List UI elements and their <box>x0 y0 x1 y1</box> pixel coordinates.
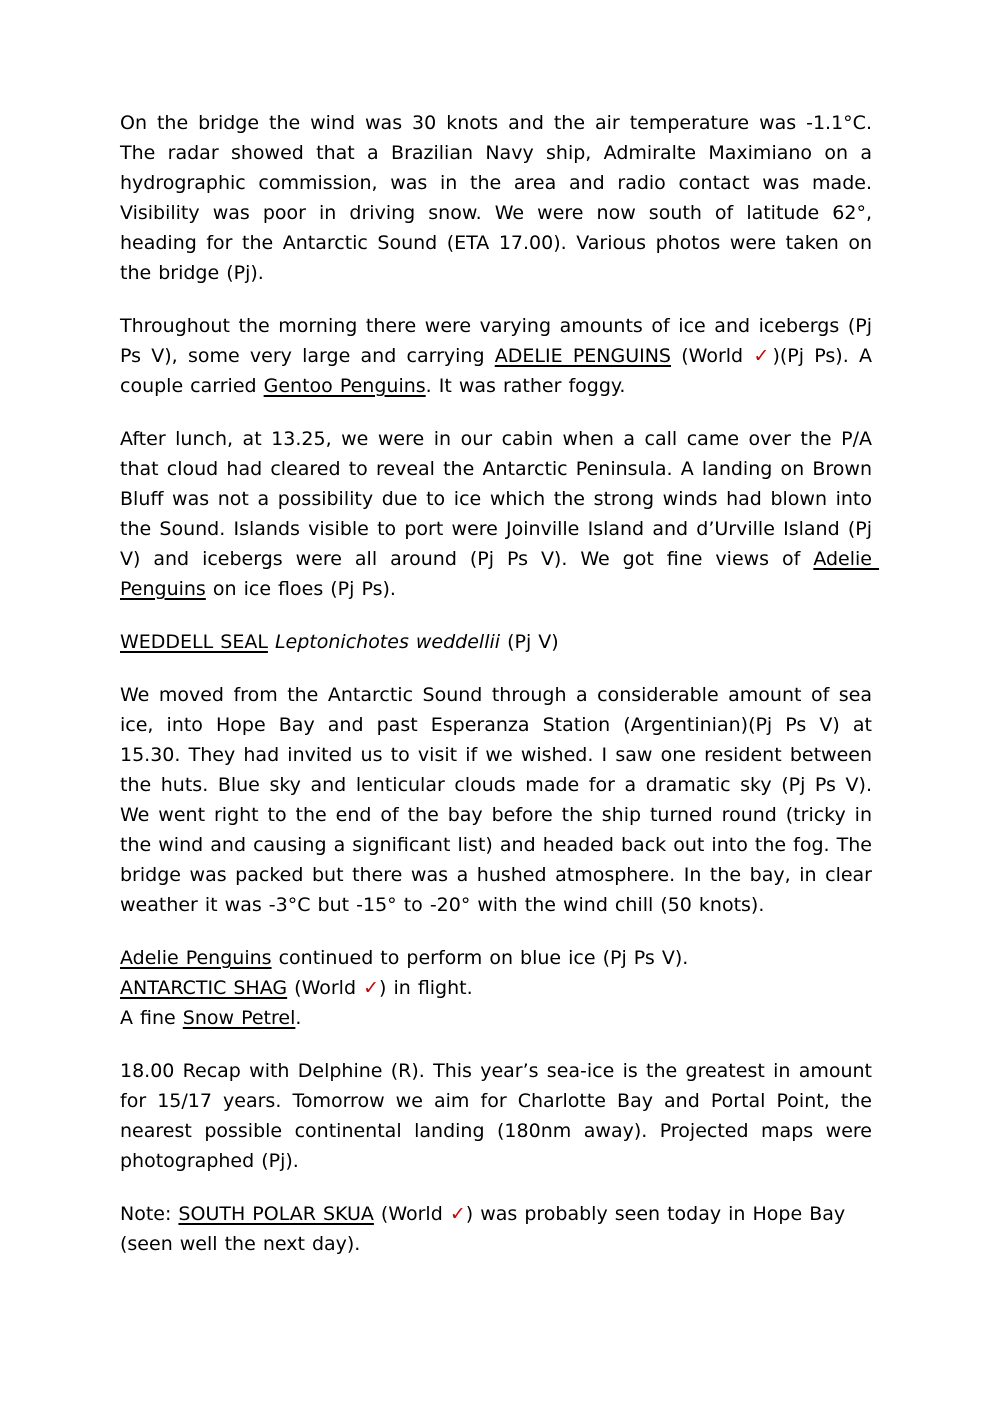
paragraph-hope-bay <box>120 680 880 920</box>
text-run: . It was rather foggy. <box>425 375 626 397</box>
red-checkmark-icon: ✓ <box>449 1203 466 1225</box>
text-run: . <box>295 1007 302 1029</box>
text-run: (World <box>373 1203 450 1225</box>
underlined-term: Snow Petrel <box>182 1007 296 1029</box>
text-run: After lunch, at 13.25, we were in our cabin when a call came over the P/A that cloud had cleared to reveal the Antarctic Peninsula. A landing on Brown Bluff was not a possibility due to ice which the strong winds had blown into the Sound. Islands visible to port were Joinville Island and d’Urville Island (Pj V) and icebergs were all around (Pj Ps V). We got fine views of <box>120 428 880 570</box>
underlined-term: WEDDELL SEAL <box>120 631 268 653</box>
text-run: A fine <box>120 1007 183 1029</box>
text-run: ) in flight. <box>379 977 473 999</box>
paragraph-sightings-list <box>120 943 872 1033</box>
text-run: continued to perform on blue ice (Pj Ps V). <box>271 947 689 969</box>
text-run <box>268 631 275 653</box>
paragraph-morning-icebergs <box>120 311 880 401</box>
paragraph-bridge-weather <box>120 108 880 288</box>
underlined-term: SOUTH POLAR SKUA <box>178 1203 374 1225</box>
text-run: ) was probably seen today in Hope Bay (seen well the next day). <box>120 1203 853 1255</box>
text-run: )(Pj Ps). A couple carried <box>120 345 880 397</box>
paragraph-after-lunch <box>120 424 880 604</box>
red-checkmark-icon: ✓ <box>363 977 379 999</box>
underlined-term: Gentoo Penguins <box>263 375 426 397</box>
heading-weddell-seal <box>120 627 872 657</box>
text-run: (World <box>671 345 754 367</box>
text-run: (World <box>287 977 364 999</box>
text-run: on ice floes (Pj Ps). <box>205 578 396 600</box>
underlined-term: ANTARCTIC SHAG <box>120 977 288 999</box>
red-checkmark-icon: ✓ <box>753 345 773 367</box>
text-run: On the bridge the wind was 30 knots and the air temperature was -1.1°C. The radar showed that a Brazilian Navy ship, Admiralte Maximiano on a hydrographic commission, was in the area and radio contact was made. Visibility was poor in driving snow. We were now south of latitude 62°, heading for the Antarctic Sound (ETA 17.00). Various photos were taken on the bridge (Pj). <box>120 112 880 284</box>
paragraph-skua-note <box>120 1199 872 1259</box>
text-run: We moved from the Antarctic Sound through a considerable amount of sea ice, into Hope Bay and past Esperanza Station (Argentinian)(Pj Ps V) at 15.30. They had invited us to visit if we wished. I saw one resident between the huts. Blue sky and lenticular clouds made for a dramatic sky (Pj Ps V). We went right to the end of the bay before the ship turned round (tricky in the wind and causing a significant list) and headed back out into the fog. The bridge was packed but there was a hushed atmosphere. In the bay, in clear weather it was -3°C but -15° to -20° with the wind chill (50 knots). <box>120 684 880 916</box>
document-body <box>120 108 880 1259</box>
underlined-term: Adelie Penguins <box>120 548 880 600</box>
paragraph-recap <box>120 1056 880 1176</box>
text-run: 18.00 Recap with Delphine (R). This year’s sea-ice is the greatest in amount for 15/17 years. Tomorrow we aim for Charlotte Bay and Portal Point, the nearest possible continental landing (180nm away). Projected maps were photographed (Pj). <box>120 1060 880 1172</box>
text-run: Throughout the morning there were varying amounts of ice and icebergs (Pj Ps V), some very large and carrying <box>120 315 880 367</box>
text-run: (Pj V) <box>500 631 559 653</box>
text-run: Note: <box>120 1203 179 1225</box>
latin-name-text: Leptonichotes weddellii <box>274 631 501 653</box>
underlined-term: Adelie Penguins <box>120 947 272 969</box>
underlined-term: ADELIE PENGUINS <box>494 345 671 367</box>
